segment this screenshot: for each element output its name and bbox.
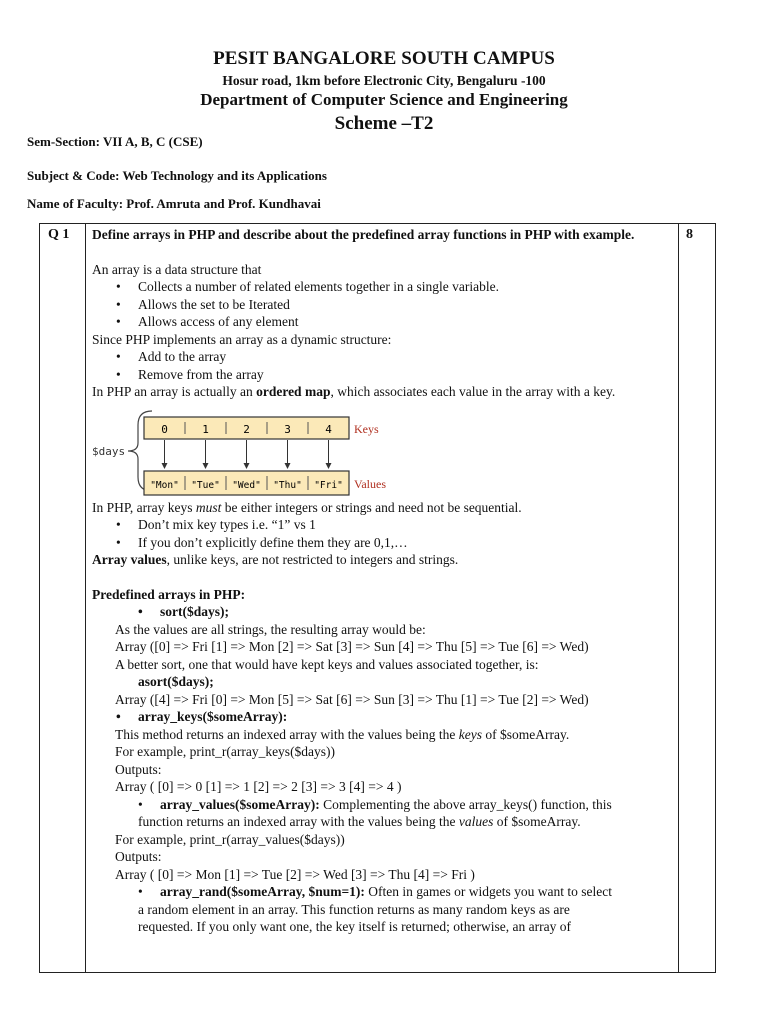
keys-label: Keys <box>354 421 379 436</box>
question-title: Define arrays in PHP and describe about the predefined array functions in PHP with example. <box>92 227 635 242</box>
array-keys-example: For example, print_r(array_keys($days)) <box>115 744 336 759</box>
value-cell: "Fri" <box>314 479 343 491</box>
key-cell: 1 <box>202 422 209 436</box>
sort-result: Array ([0] => Fri [1] => Mon [2] => Sat [3] => Sun [4] => Thu [5] => Tue [6] => Wed) <box>115 639 589 654</box>
arrow-head <box>162 463 168 469</box>
list-item: • Don’t mix key types i.e. “1” vs 1 <box>92 516 674 534</box>
answer-content <box>92 226 674 936</box>
array-rand-description: a random element in an array. This function returns as many random keys as are <box>138 901 570 917</box>
value-cell: "Wed" <box>232 479 261 491</box>
ordered-map-text: In PHP an array is actually an ordered map, which associates each value in the array with a key. <box>92 384 616 399</box>
array-values-text: Array values, unlike keys, are not restricted to integers and strings. <box>92 552 459 567</box>
value-cell: "Tue" <box>191 479 220 491</box>
list-item: • Add to the array <box>92 348 674 366</box>
values-label: Values <box>354 476 386 491</box>
arrow-head <box>285 463 291 469</box>
keys-row <box>144 417 349 439</box>
key-cell: 0 <box>161 422 168 436</box>
faculty-name: Name of Faculty: Prof. Amruta and Prof. Kundhavai <box>27 196 321 211</box>
asort-function-label: asort($days); <box>138 674 214 689</box>
outputs-label: Outputs: <box>115 849 162 864</box>
arrow-head <box>326 463 332 469</box>
list-item: • Collects a number of related elements together in a single variable. <box>92 278 674 296</box>
list-item: • Allows access of any element <box>92 313 674 331</box>
key-cell: 3 <box>284 422 291 436</box>
predefined-heading: Predefined arrays in PHP: <box>92 586 246 602</box>
column-divider <box>85 224 86 972</box>
list-item: • Remove from the array <box>92 366 674 384</box>
array-values-item: • array_values($someArray): Complementing the above array_keys() function, this <box>92 796 674 814</box>
values-row <box>144 471 349 495</box>
subject-code: Subject & Code: Web Technology and its Applications <box>27 168 327 183</box>
array-intro: An array is a data structure that <box>92 261 262 277</box>
question-number: Q 1 <box>48 227 70 242</box>
department-title: Department of Computer Science and Engineering <box>200 90 568 109</box>
question-marks: 8 <box>686 227 693 242</box>
question-table <box>39 223 716 973</box>
array-variable-label: $days <box>92 444 126 458</box>
sort-description: As the values are all strings, the resulting array would be: <box>115 621 426 637</box>
arrow-head <box>203 463 209 469</box>
outputs-label: Outputs: <box>115 761 162 777</box>
column-divider <box>678 224 679 972</box>
array-rand-item: • array_rand($someArray, $num=1): Often in games or widgets you want to select <box>92 883 674 901</box>
list-item: • Allows the set to be Iterated <box>92 296 674 314</box>
array-values-example: For example, print_r(array_values($days)) <box>115 831 345 847</box>
value-cell: "Thu" <box>273 479 302 491</box>
asort-result: Array ([4] => Fri [0] => Mon [5] => Sat [6] => Sun [3] => Thu [1] => Tue [2] => Wed) <box>115 691 589 707</box>
scheme-title: Scheme –T2 <box>334 113 434 134</box>
institution-address: Hosur road, 1km before Electronic City, Bengaluru -100 <box>222 73 546 88</box>
array-values-description: function returns an indexed array with the values being the values of $someArray. <box>138 814 581 829</box>
institution-title: PESIT BANGALORE SOUTH CAMPUS <box>213 48 555 69</box>
keys-rule-text: In PHP, array keys must be either integers or strings and need not be sequential. <box>92 499 522 515</box>
key-value-arrows <box>162 440 332 469</box>
list-item: • If you don’t explicitly define them they are 0,1,… <box>92 534 674 552</box>
array-keys-label: • array_keys($someArray): <box>92 708 674 726</box>
sort-function-label: • sort($days); <box>92 603 674 621</box>
array-diagram <box>92 403 674 499</box>
array-keys-description: This method returns an indexed array with the values being the keys of $someArray. <box>115 726 570 742</box>
key-cell: 2 <box>243 422 250 436</box>
better-sort-text: A better sort, one that would have kept keys and values associated together, is: <box>115 656 539 672</box>
sem-section: Sem-Section: VII A, B, C (CSE) <box>27 134 203 149</box>
dynamic-structure-text: Since PHP implements an array as a dynamic structure: <box>92 331 392 347</box>
array-keys-output: Array ( [0] => 0 [1] => 1 [2] => 2 [3] => 3 [4] => 4 ) <box>115 779 402 794</box>
arrow-head <box>244 463 250 469</box>
value-cell: "Mon" <box>150 479 179 491</box>
array-values-output: Array ( [0] => Mon [1] => Tue [2] => Wed [3] => Thu [4] => Fri ) <box>115 866 475 882</box>
key-cell: 4 <box>325 422 332 436</box>
array-rand-description: requested. If you only want one, the key itself is returned; otherwise, an array of <box>138 919 571 934</box>
